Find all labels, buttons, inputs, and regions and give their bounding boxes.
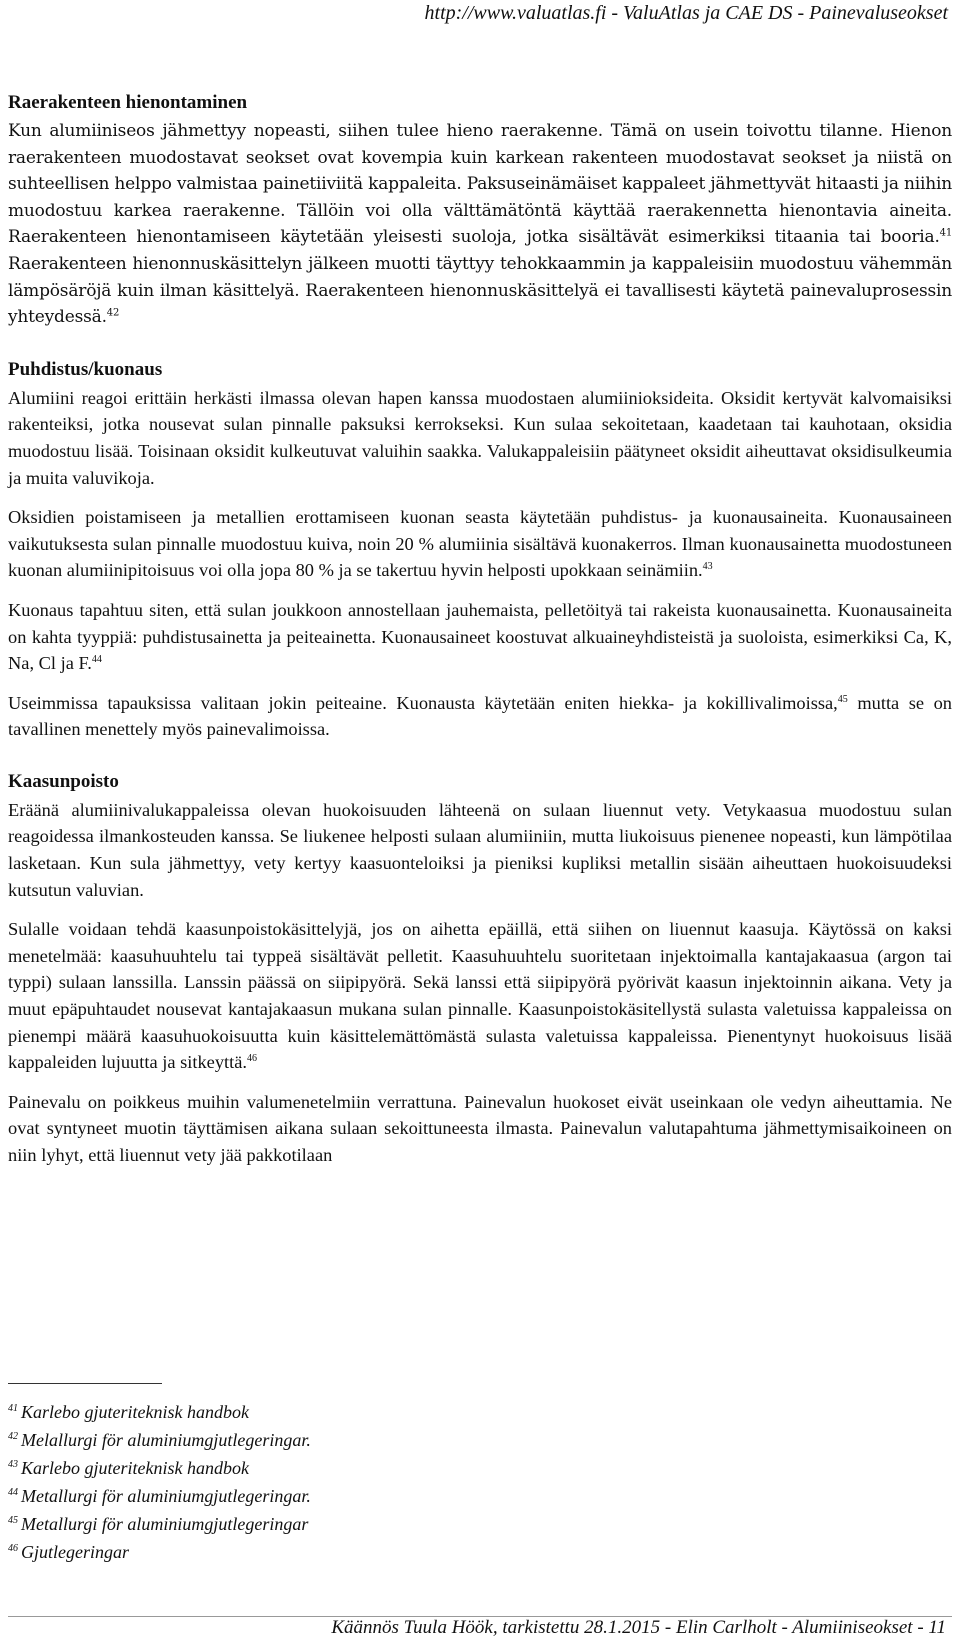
footnote-divider <box>8 1383 162 1384</box>
footnote-ref-42: 42 <box>106 307 120 319</box>
footnote-text: Melallurgi för aluminiumgjutlegeringar. <box>21 1430 311 1450</box>
footnote-item <box>8 1538 608 1566</box>
footnote-ref-46: 46 <box>247 1053 258 1065</box>
paragraph-text: Oksidien poistamiseen ja metallien erottamiseen kuonan seasta käytetään puhdistus- ja kuonausaineita. Kuonausaineen vaikutuksesta sulan pinnalle muodostuu kuiva, noin 20 % alumiinia sisältävä kuonakerros. Ilman kuonausainetta muodostuneen kuonan alumiinipitoisuus voi olla jopa 80 % ja se takertuu hyvin helposti upokkaan seinämiin. <box>8 507 952 581</box>
footnote-item <box>8 1426 608 1454</box>
footnote-item <box>8 1510 608 1538</box>
footnote-text: Karlebo gjuteriteknisk handbok <box>21 1402 249 1422</box>
paragraph: Eräänä alumiinivalukappaleissa olevan huokoisuuden lähteenä on sulaan liuennut vety. Vetykaasua muodostuu sulan reagoidessa ilmankosteuden kanssa. Se liukenee helposti sulaan alumiiniin, mutta liukoisuus pienenee nopeasti, kun lämpötilaa lasketaan. Kun sula jähmettyy, vety kertyy kaasuonteloiksi ja pieniksi kupliksi metallin sisään aiheuttaen huokoisuudeksi kutsutun valuvian. <box>8 799 952 900</box>
page-footer: Käännös Tuula Höök, tarkistettu 28.1.2015 - Elin Carlholt - Alumiiniseokset - 11 <box>331 1617 946 1638</box>
footnote-ref-45: 45 <box>837 693 848 705</box>
paragraph-text: Kuonaus tapahtuu siten, että sulan joukkoon annostellaan jauhemaista, pelletöityä tai rakeista kuonausainetta. Kuonausaineita on kahta tyyppiä: puhdistusainetta ja peiteainetta. Kuonausaineet koostuvat alkuaineyhdisteistä ja suoloista, esimerkiksi Ca, K, Na, Cl ja F. <box>8 599 952 674</box>
paragraph-text: Sulalle voidaan tehdä kaasunpoistokäsittelyjä, jos on aihetta epäillä, että siihen on liuennut kaasuja. Käytössä on kaksi menetelmää: kaasuhuuhtelu tai typpeä sisältävät pelletit. Kaasuhuuhtelu suoritetaan injektoimalla kantajakaasua (argon tai typpi) sulaan lanssilla. Lanssin päässä on siipipyörä. Sekä lanssi että siipipyörä pyörivät kaasun injektoinnin aikana. Vety ja muut epäpuhtaudet nousevat kantajakaasun mukana sulan pinnalle. Kaasunpoistokäsitellystä sulasta valetuissa kappaleissa on pienempi määrä kaasuhuokoisuutta kuin käsittelemättömästä sulasta valetuissa kappaleissa. Pienentynyt huokoisuus lisää kappaleiden lujuutta ja sitkeyttä. <box>8 919 952 1073</box>
footnote-number: 45 <box>8 1515 18 1526</box>
section-heading: Kaasunpoisto <box>8 770 119 792</box>
footnote-item <box>8 1454 608 1482</box>
footnote-ref-41: 41 <box>939 227 952 239</box>
page-header-url: http://www.valuatlas.fi - ValuAtlas ja CAE DS - Painevaluseokset <box>424 2 948 24</box>
paragraph-text: mutta se on tavallinen menettely myös painevalimoissa. <box>8 692 953 740</box>
footnote-text: Metallurgi för aluminiumgjutlegeringar <box>21 1514 309 1534</box>
footnote-number: 44 <box>8 1487 18 1498</box>
section-heading: Raerakenteen hienontaminen <box>8 92 248 113</box>
paragraph: Painevalu on poikkeus muihin valumenetelmiin verrattuna. Painevalun huokoset eivät useinkaan ole vedyn aiheuttamia. Ne ovat syntyneet muotin täyttämisen aikana sulaan sekoittuneesta ilmasta. Painevalun valutapahtuma jähmettymisaikoineen on niin lyhyt, että liuennut vety jää pakkotilaan <box>8 1091 952 1165</box>
main-content <box>8 90 952 1195</box>
footnote-text: Gjutlegeringar <box>21 1542 129 1562</box>
footnote-item <box>8 1482 608 1510</box>
paragraph-text: Kun alumiiniseos jähmettyy nopeasti, siihen tulee hieno raerakenne. Tämä on usein toivottu tilanne. Hienon raerakenteen muodostavat seokset ovat kovempia kuin karkean rakenteen muodostavat seokset ja niistä on suhteellisen helppo valmistaa painetiiviitä kappaleita. Paksuseinämäiset kappaleet jähmettyvät hitaasti ja niihin muodostuu karkea raerakenne. Tällöin voi olla välttämätöntä käyttää raerakennetta hienontavia aineita. Raerakenteen hienontamiseen käytetään yleisesti suoloja, jotka sisältävät esimerkiksi titaania tai booria. <box>8 121 952 248</box>
footnote-ref-44: 44 <box>91 653 102 665</box>
paragraph <box>8 690 952 743</box>
footnote-text: Metallurgi för aluminiumgjutlegeringar. <box>21 1486 311 1506</box>
footnote-ref-43: 43 <box>702 561 713 573</box>
footnote-number: 46 <box>8 1543 18 1554</box>
footnote-number: 42 <box>8 1431 18 1442</box>
footnote-item <box>8 1398 608 1426</box>
footnote-number: 43 <box>8 1459 18 1470</box>
section-heading: Puhdistus/kuonaus <box>8 358 163 380</box>
section-grain-refinement <box>8 90 952 331</box>
paragraph-text: Useimmissa tapauksissa valitaan jokin peiteaine. Kuonausta käytetään eniten hiekka- ja kokillivalimoissa, <box>8 692 838 713</box>
paragraph <box>8 597 952 677</box>
paragraph <box>8 504 952 584</box>
section-degassing <box>8 769 952 1169</box>
paragraph: Alumiini reagoi erittäin herkästi ilmassa olevan hapen kanssa muodostaen alumiinioksideita. Oksidit kertyvät kalvomaisiksi rakenteiksi, jotka nousevat sulan pinnalle paksuksi kerrokseksi. Kun sulaa sekoitetaan, kaadetaan tai kauhotaan, oksidia muodostuu lisää. Toisinaan oksidit kulkeutuvat valuihin saakka. Valukappaleisiin päätyneet oksidit aiheuttavat oksidisulkeumia ja muita valuvikoja. <box>8 387 952 488</box>
paragraph <box>8 118 952 331</box>
footnote-text: Karlebo gjuteriteknisk handbok <box>21 1458 249 1478</box>
paragraph <box>8 916 952 1076</box>
footnote-list <box>8 1398 608 1566</box>
paragraph-text: Raerakenteen hienonnuskäsittelyn jälkeen muotti täyttyy tehokkaammin ja kappaleisiin muodostuu vähemmän lämpösäröjä kuin ilman käsittelyä. Raerakenteen hienonnuskäsittelyä ei tavallisesti käytetä painevaluprosessin yhteydessä. <box>8 253 952 328</box>
footnote-number: 41 <box>8 1403 18 1414</box>
section-cleaning-drossing <box>8 357 952 743</box>
